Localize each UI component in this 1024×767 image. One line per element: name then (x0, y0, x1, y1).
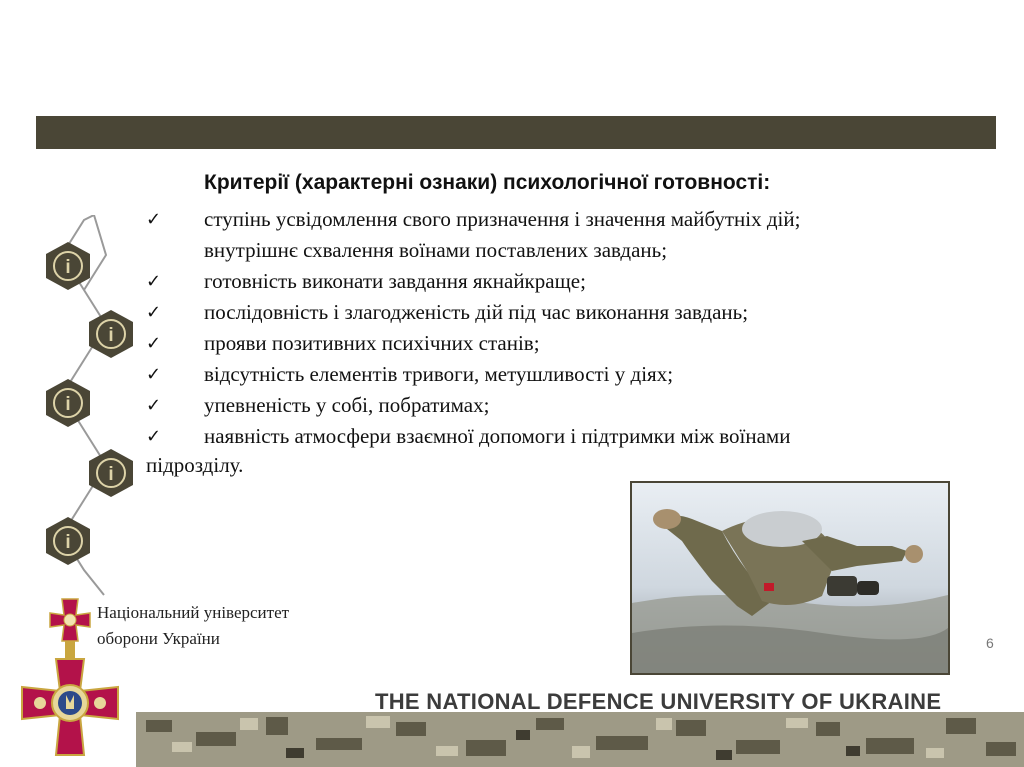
criteria-item (146, 204, 1006, 235)
criteria-tail: підрозділу. (146, 453, 244, 477)
university-line-2: оборони України (97, 629, 220, 648)
checkmark-icon: ✓ (146, 302, 162, 323)
criteria-text: прояви позитивних психічних станів; (204, 331, 540, 355)
criteria-text: упевненість у собі, побратимах; (204, 393, 490, 417)
checkmark-icon: ✓ (146, 395, 162, 416)
criteria-item (146, 390, 1006, 421)
page-number: 6 (986, 635, 994, 651)
criteria-item (146, 421, 1006, 452)
camouflage-band (136, 712, 1024, 767)
slide-title: Критерії (характерні ознаки) психологічної готовності: (204, 171, 771, 194)
info-icon (86, 309, 136, 359)
info-icon (86, 448, 136, 498)
info-icon (43, 516, 93, 566)
checkmark-icon: ✓ (146, 333, 162, 354)
criteria-item (146, 266, 1006, 297)
criteria-text: внутрішнє схвалення воїнами поставлених завдань; (204, 238, 668, 262)
criteria-item (146, 235, 1006, 266)
criteria-item (146, 359, 1006, 390)
info-icon-glyph: i (65, 257, 71, 278)
checkmark-icon: ✓ (146, 426, 162, 447)
criteria-text: послідовність і злагодженість дій під час виконання завдань; (204, 300, 749, 324)
criteria-text: готовність виконати завдання якнайкраще; (204, 269, 586, 293)
criteria-item (146, 297, 1006, 328)
university-line-1: Національний університет (97, 603, 290, 622)
info-icon (43, 378, 93, 428)
info-icon-glyph: i (108, 325, 114, 346)
checkmark-icon: ✓ (146, 271, 162, 292)
info-icon (43, 241, 93, 291)
criteria-text: відсутність елементів тривоги, метушливості у діях; (204, 362, 674, 386)
info-icon-glyph: i (65, 394, 71, 415)
checkmark-icon: ✓ (146, 364, 162, 385)
skydiver-photo (630, 481, 950, 675)
criteria-list (146, 204, 1006, 452)
criteria-item (146, 328, 1006, 359)
info-icon-glyph: i (65, 532, 71, 553)
criteria-text: ступінь усвідомлення свого призначення і значення майбутніх дій; (204, 207, 801, 231)
crest-icon (10, 595, 130, 767)
info-icon-glyph: i (108, 464, 114, 485)
skydiver-illustration (632, 483, 948, 673)
english-university-title: THE NATIONAL DEFENCE UNIVERSITY OF UKRAINE (375, 689, 942, 714)
checkmark-icon: ✓ (146, 209, 162, 230)
header-bar (36, 116, 996, 149)
criteria-text: наявність атмосфери взаємної допомоги і підтримки між воїнами (204, 424, 791, 448)
